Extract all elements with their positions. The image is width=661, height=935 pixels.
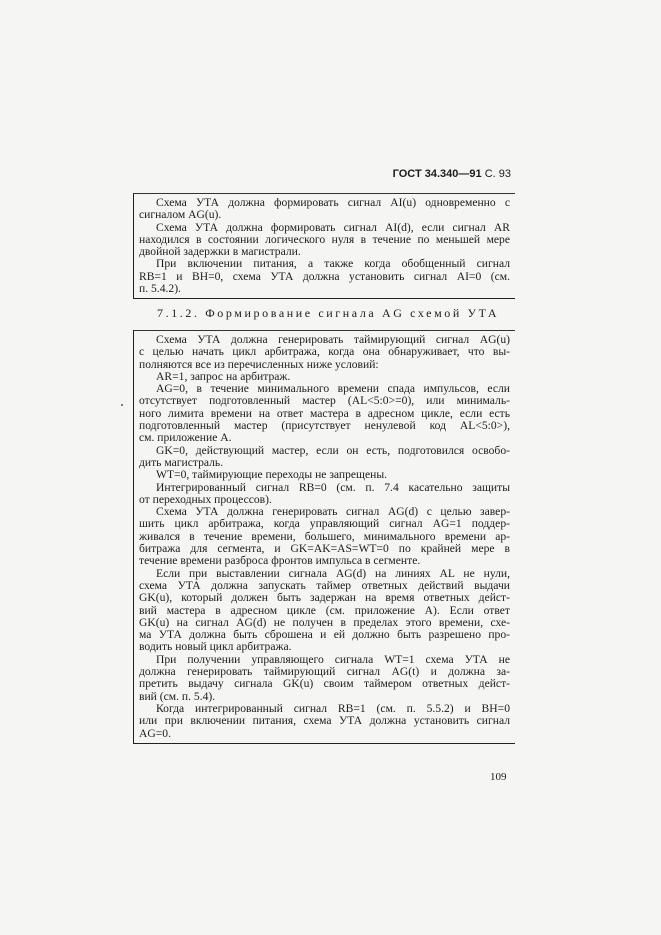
boxed-text-2 [133, 330, 515, 744]
text-line: AR=1, запрос на арбитраж. [156, 369, 291, 383]
text-line: отсутствует подготовленный мастер (AL<5:0>=0), или минималь- [139, 394, 510, 408]
text-line: сигналом AG(u). [139, 208, 222, 222]
text-line: Схема УТА должна формировать сигнал AI(d), если сигнал AR [156, 220, 510, 234]
paragraph [139, 197, 510, 222]
text-line: Если при выставлении сигнала AG(d) на линиях AL не нули, [156, 566, 510, 580]
text-line: Интегрированный сигнал RB=0 (см. п. 7.4 касательно защиты [156, 480, 510, 494]
text-line: Схема УТА должна генерировать сигнал AG(d) с целью завер- [156, 505, 510, 519]
text-line: течение времени разброса фронтов импульса в сегменте. [139, 554, 421, 568]
text-line: GK=0, действующий мастер, если он есть, подготовился освобо- [156, 443, 510, 457]
text-line: Когда интегрированный сигнал RB=1 (см. п. 5.5.2) и BH=0 [156, 701, 510, 715]
text-line: с целью начать цикл арбитража, когда она обнаруживает, что вы- [139, 345, 510, 359]
text-line: подготовленный мастер (присутствует ненулевой код AL<5:0>), [139, 419, 510, 433]
text-line: Схема УТА должна генерировать таймирующий сигнал AG(u) [156, 333, 510, 346]
text-line: водить новый цикл арбитража. [139, 640, 292, 654]
paragraph [139, 445, 510, 470]
paragraph [139, 469, 510, 481]
text-line: или при включении питания, схема УТА должна установить сигнал [139, 714, 510, 728]
text-line: GK(u) на сигнал AG(d) не получен в пределах этого времени, схе- [139, 615, 510, 629]
text-line: вий мастера в адресном цикле (см. приложение А). Если ответ [139, 603, 510, 617]
paragraph [139, 568, 510, 654]
paragraph [139, 703, 510, 740]
text-line: шить цикл арбитража, когда управляющий сигнал AG=1 поддер- [139, 517, 510, 531]
paragraph [139, 383, 510, 444]
text-line: претить выдачу сигнала GK(u) своим таймером ответных дейст- [139, 677, 510, 691]
text-line: см. приложение А. [139, 431, 232, 445]
header-page: С. 93 [484, 168, 511, 180]
paragraph [139, 258, 510, 295]
text-line: При получении управляющего сигнала WT=1 схема УТА не [156, 652, 510, 666]
text-line: полняются все из перечисленных ниже условий: [139, 357, 379, 371]
paragraph [139, 654, 510, 703]
text-line: должна генерировать таймирующий сигнал AG(t) и должна за- [139, 665, 510, 679]
text-line: п. 5.4.2). [139, 282, 181, 296]
boxed-text-1 [133, 193, 515, 299]
text-line: битража для сегмента, и GK=AK=AS=WT=0 по крайней мере в [139, 542, 510, 556]
text-line: ного лимита времени на ответ мастера в адресном цикле, если есть [139, 406, 510, 420]
text-line: дить магистраль. [139, 455, 224, 469]
text-line: находился в состоянии логического нуля в течение по меньшей мере [139, 232, 510, 246]
text-line: GK(u), который должен быть задержан на время ответных дейст- [139, 591, 510, 605]
paragraph [139, 506, 510, 567]
paragraph [139, 334, 510, 371]
paragraph [139, 482, 510, 507]
text-line: AG=0, в течение минимального времени спада импульсов, если [156, 382, 510, 396]
paragraph [139, 222, 510, 259]
scan-speck [121, 404, 123, 406]
text-line: вий (см. п. 5.4). [139, 689, 216, 703]
text-line: RB=1 и BH=0, схема УТА должна установить сигнал AI=0 (см. [139, 269, 510, 283]
text-line: WT=0, таймирующие переходы не запрещены. [156, 468, 388, 482]
running-header [393, 168, 511, 180]
text-line: AG=0. [139, 726, 171, 740]
text-line: ма УТА должна быть сброшена и ей должно быть разрешено про- [139, 628, 510, 642]
text-line: двойной задержки в магистрали. [139, 245, 301, 259]
text-line: живался в течение времени, большего, минимального времени ар- [139, 529, 510, 543]
text-line: от переходных процессов). [139, 492, 272, 506]
text-line: Схема УТА должна формировать сигнал AI(u) одновременно с [156, 196, 510, 209]
text-line: При включении питания, а также когда обобщенный сигнал [156, 257, 510, 271]
standard-number: ГОСТ 34.340—91 [392, 168, 482, 180]
section-heading: 7.1.2. Формирование сигнала AG схемой УТА [157, 306, 500, 320]
text-line: схема УТА должна запускать таймер ответных действий выдачи [139, 578, 510, 592]
page-number: 109 [490, 771, 507, 783]
